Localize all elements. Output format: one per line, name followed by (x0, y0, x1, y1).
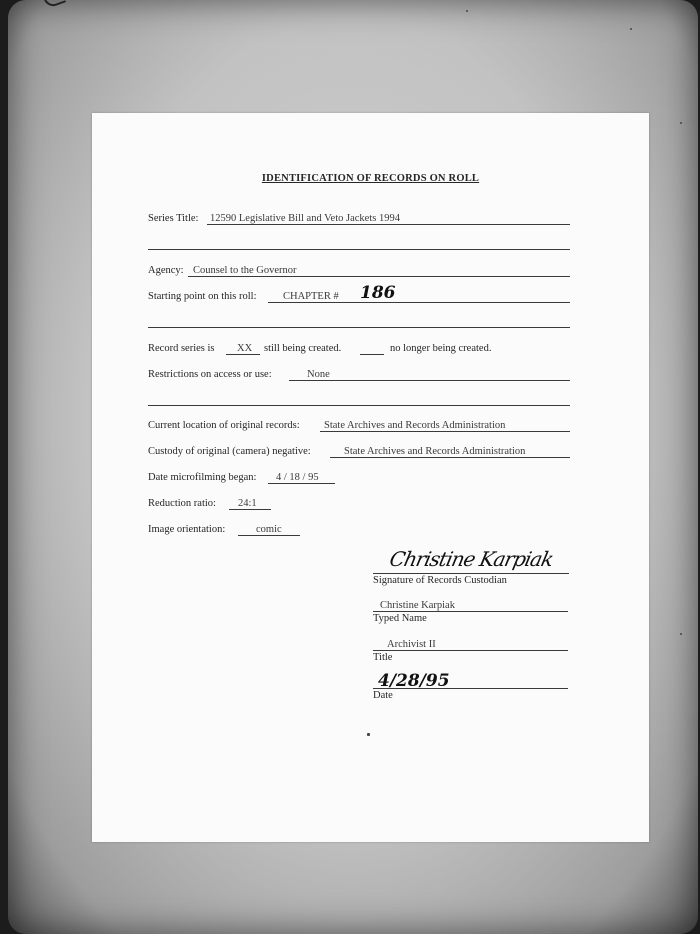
record-series-label: Record series is (148, 343, 215, 354)
current-location-value: State Archives and Records Administration (324, 420, 506, 431)
typed-name-label: Typed Name (373, 613, 427, 624)
series-title-value: 12590 Legislative Bill and Veto Jackets 1994 (210, 213, 400, 224)
restrictions-line (289, 380, 570, 381)
orientation-line (238, 535, 300, 536)
typed-name-line (373, 611, 568, 612)
blank-line (148, 405, 570, 406)
records-form (92, 113, 649, 842)
date-began-label: Date microfilming began: (148, 472, 257, 483)
blank-line (148, 249, 570, 250)
orientation-value: comic (256, 524, 282, 535)
reduction-value: 24:1 (238, 498, 257, 509)
title-label: Title (373, 652, 393, 663)
custody-value: State Archives and Records Administration (344, 446, 526, 457)
reduction-line (229, 509, 271, 510)
agency-value: Counsel to the Governor (193, 265, 297, 276)
record-series-mark: XX (237, 343, 253, 354)
series-title-line (207, 224, 570, 225)
record-series-line (226, 354, 260, 355)
restrictions-value: None (307, 369, 330, 380)
blank-line (148, 327, 570, 328)
orientation-label: Image orientation: (148, 524, 226, 535)
typed-name-value: Christine Karpiak (380, 600, 455, 611)
custody-label: Custody of original (camera) negative: (148, 446, 311, 457)
starting-point-value: CHAPTER # (283, 291, 339, 302)
chapter-number-handwritten: 186 (360, 283, 396, 303)
microfilm-frame (8, 0, 698, 934)
reduction-label: Reduction ratio: (148, 498, 216, 509)
signature-label: Signature of Records Custodian (373, 575, 507, 586)
current-location-line (320, 431, 570, 432)
corner-mark (42, 0, 66, 9)
title-line (373, 650, 568, 651)
current-location-label: Current location of original records: (148, 420, 300, 431)
starting-point-line (268, 302, 570, 303)
date-began-value: 4 / 18 / 95 (276, 472, 319, 483)
custody-line (330, 457, 570, 458)
date-label: Date (373, 690, 393, 701)
form-heading: IDENTIFICATION OF RECORDS ON ROLL (261, 173, 480, 184)
still-created-text: still being created. (264, 343, 342, 354)
custodian-signature: Christine Karpiak (387, 547, 556, 571)
date-line (373, 688, 568, 689)
title-value: Archivist II (387, 639, 436, 650)
signature-line (373, 573, 569, 574)
restrictions-label: Restrictions on access or use: (148, 369, 272, 380)
date-handwritten: 4/28/95 (378, 671, 450, 691)
starting-point-label: Starting point on this roll: (148, 291, 257, 302)
date-began-line (268, 483, 335, 484)
no-longer-created-text: no longer being created. (390, 343, 492, 354)
agency-line (188, 276, 570, 277)
no-longer-line (360, 354, 384, 355)
series-title-label: Series Title: (148, 213, 199, 224)
agency-label: Agency: (148, 265, 184, 276)
